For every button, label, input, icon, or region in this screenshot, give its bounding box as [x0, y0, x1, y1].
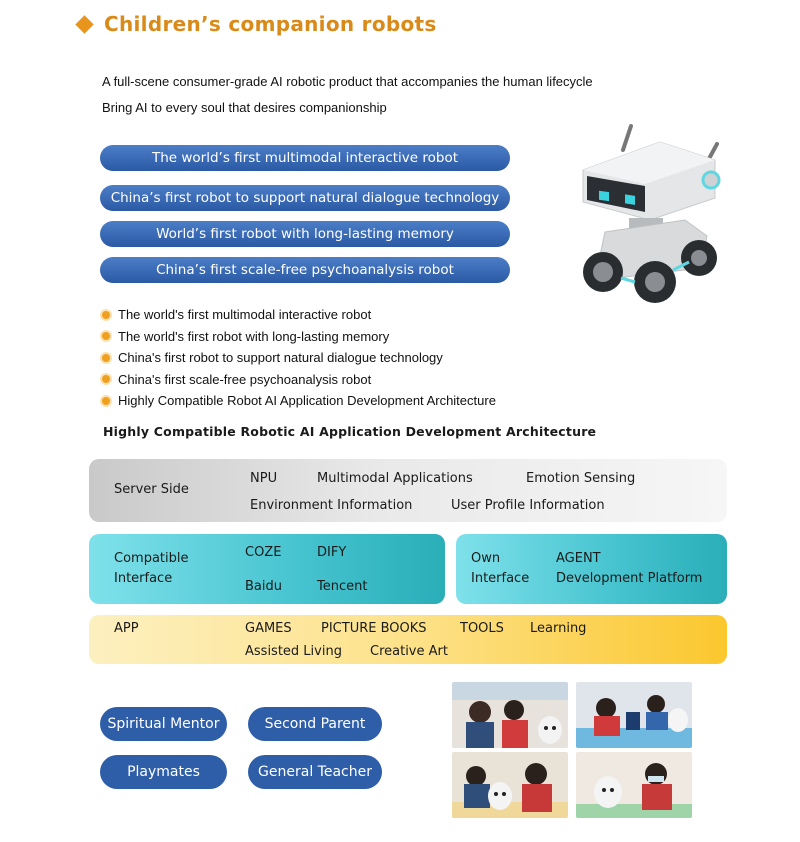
feature-list: [102, 304, 496, 412]
own-label-1: Own: [471, 551, 501, 566]
role-playmates: Playmates: [100, 755, 227, 789]
compatible-item-coze: COZE: [245, 545, 282, 560]
intro-line-2: Bring AI to every soul that desires companionship: [102, 100, 387, 115]
feature-text: The world's first multimodal interactive robot: [118, 307, 372, 323]
photo-children-with-robot-4: [576, 752, 692, 818]
server-item-emotion: Emotion Sensing: [526, 471, 636, 486]
server-item-multimodal: Multimodal Applications: [317, 471, 473, 486]
feature-text: China's first scale-free psychoanalysis robot: [118, 371, 372, 387]
compatible-item-dify: DIFY: [317, 545, 347, 560]
photo-children-with-robot-3: [452, 752, 568, 818]
compatible-interface-band: [89, 534, 445, 604]
server-item-user-profile: User Profile Information: [451, 498, 605, 513]
own-item-dev-platform: Development Platform: [556, 571, 703, 586]
own-label-2: Interface: [471, 571, 530, 586]
diamond-icon: [75, 15, 93, 33]
highlight-pill-multimodal: The world’s first multimodal interactive robot: [100, 145, 510, 171]
photo-children-with-robot-2: [576, 682, 692, 748]
robot-illustration: [565, 120, 735, 305]
highlight-pill-dialogue: China’s first robot to support natural dialogue technology: [100, 185, 510, 211]
page-title: [78, 12, 437, 36]
app-item-assisted-living: Assisted Living: [245, 644, 342, 659]
app-item-picture-books: PICTURE BOOKS: [321, 621, 427, 636]
app-item-learning: Learning: [530, 621, 587, 636]
feature-text: The world's first robot with long-lasting memory: [118, 328, 390, 344]
highlight-pill-psychoanalysis: China’s first scale-free psychoanalysis robot: [100, 257, 510, 283]
compatible-label-1: Compatible: [114, 551, 189, 566]
architecture-title: Highly Compatible Robotic AI Application Development Architecture: [103, 424, 597, 439]
compatible-label-2: Interface: [114, 571, 173, 586]
server-side-label: Server Side: [114, 482, 189, 497]
bullet-dot-icon: [102, 311, 110, 319]
list-item: [102, 390, 496, 412]
feature-text: Highly Compatible Robot AI Application Development Architecture: [118, 393, 496, 409]
bullet-dot-icon: [102, 397, 110, 405]
app-band: [89, 615, 727, 664]
app-item-creative-art: Creative Art: [370, 644, 448, 659]
app-item-tools: TOOLS: [460, 621, 504, 636]
bullet-dot-icon: [102, 332, 110, 340]
role-second-parent: Second Parent: [248, 707, 382, 741]
server-side-band: [89, 459, 727, 522]
list-item: [102, 347, 496, 369]
bullet-dot-icon: [102, 375, 110, 383]
list-item: [102, 304, 496, 326]
intro-line-1: A full-scene consumer-grade AI robotic product that accompanies the human lifecycle: [102, 74, 593, 89]
list-item: [102, 326, 496, 348]
server-item-npu: NPU: [250, 471, 278, 486]
bullet-dot-icon: [102, 354, 110, 362]
server-item-environment: Environment Information: [250, 498, 413, 513]
compatible-item-baidu: Baidu: [245, 579, 282, 594]
app-item-games: GAMES: [245, 621, 292, 636]
app-label: APP: [114, 621, 139, 636]
role-general-teacher: General Teacher: [248, 755, 382, 789]
role-spiritual-mentor: Spiritual Mentor: [100, 707, 227, 741]
photo-children-with-robot-1: [452, 682, 568, 748]
list-item: [102, 369, 496, 391]
highlight-pill-memory: World’s first robot with long-lasting memory: [100, 221, 510, 247]
own-item-agent: AGENT: [556, 551, 601, 566]
page-title-text: Children’s companion robots: [104, 12, 437, 36]
compatible-item-tencent: Tencent: [317, 579, 368, 594]
feature-text: China's first robot to support natural dialogue technology: [118, 350, 443, 366]
own-interface-band: [456, 534, 727, 604]
